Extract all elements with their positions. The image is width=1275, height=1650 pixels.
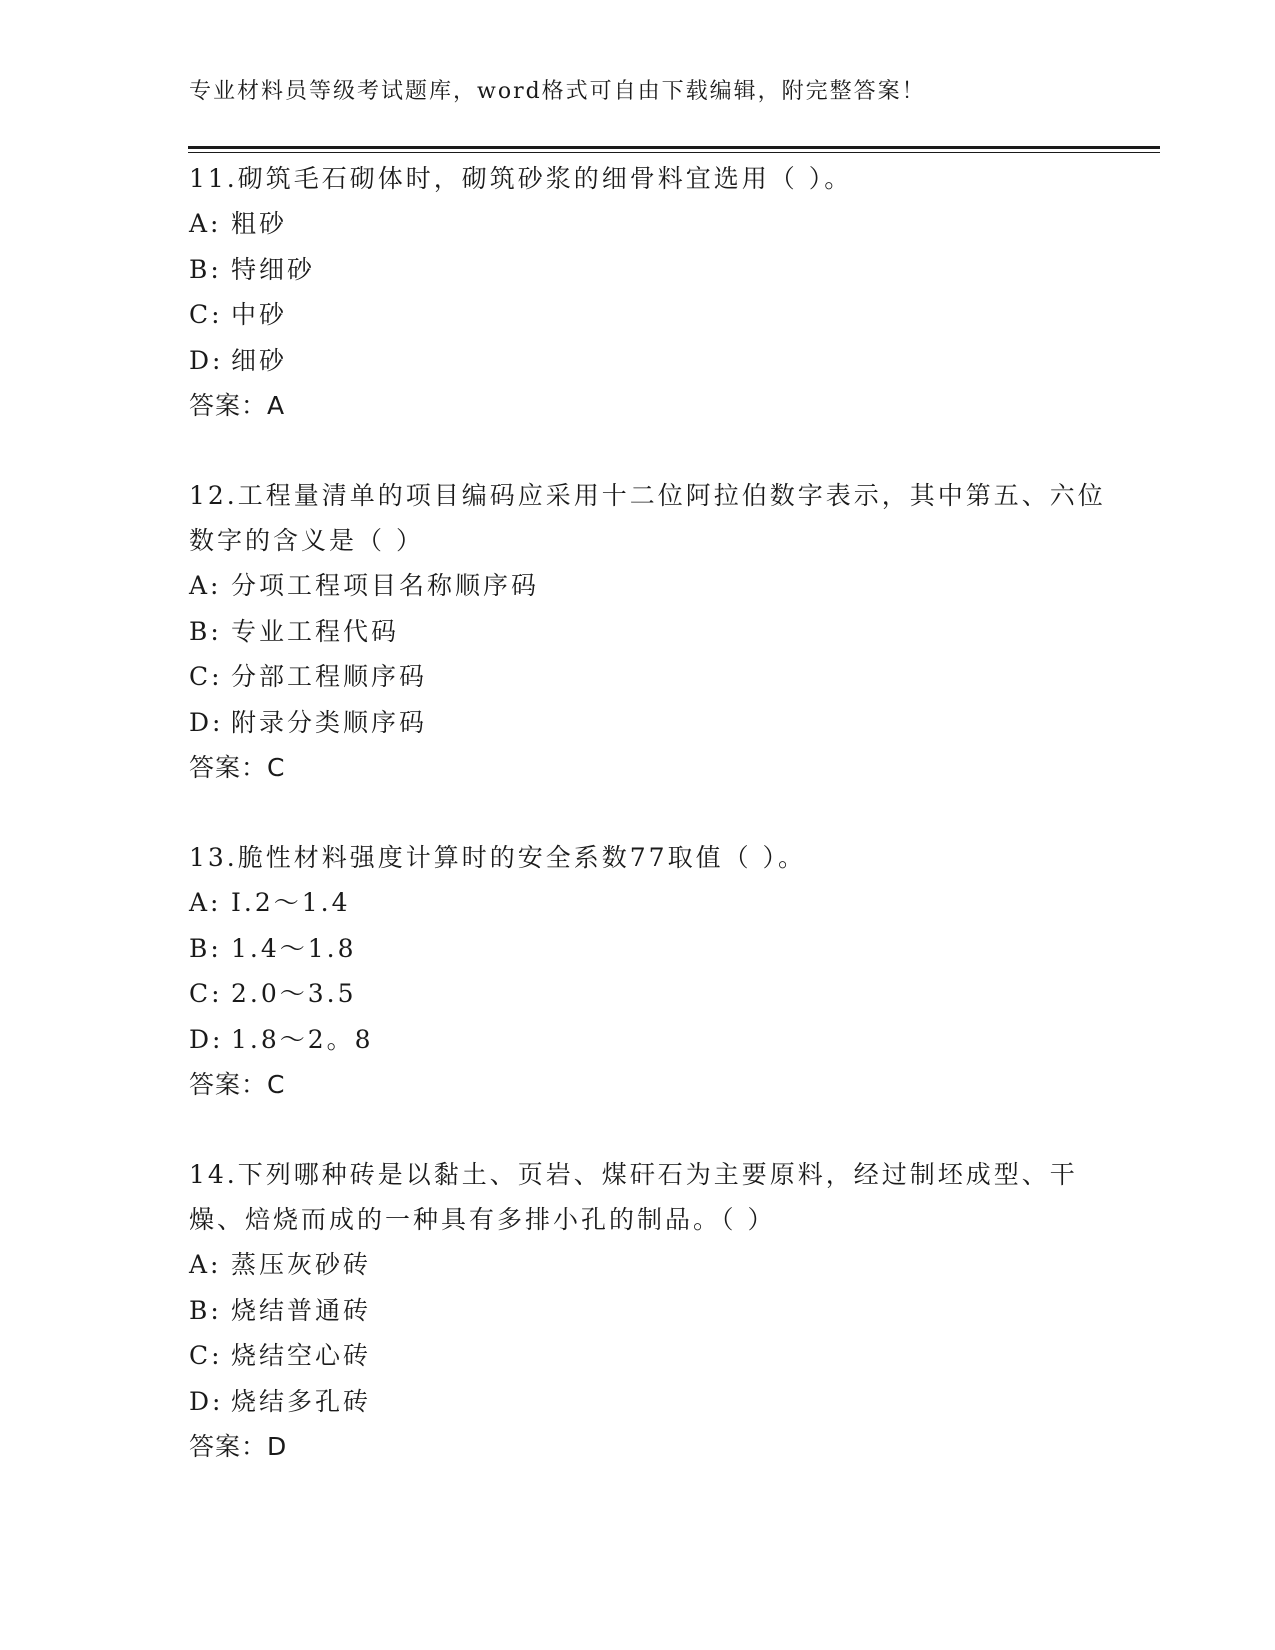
option-letter: C: xyxy=(189,979,223,1008)
question-stem: 12.工程量清单的项目编码应采用十二位阿拉伯数字表示，其中第五、六位数字的含义是（ ） xyxy=(189,481,1106,555)
option-letter: A: xyxy=(189,571,222,600)
question-14 xyxy=(189,1152,1119,1470)
option-text: 附录分类顺序码 xyxy=(231,707,428,737)
option-letter: B: xyxy=(189,933,222,963)
question-13 xyxy=(189,835,1119,1108)
option-b xyxy=(189,1288,1119,1334)
option-d xyxy=(189,1379,1119,1425)
option-text: 分项工程项目名称顺序码 xyxy=(231,571,540,600)
option-c xyxy=(189,1333,1119,1379)
question-list xyxy=(189,156,1119,1514)
option-d xyxy=(189,338,1119,384)
option-b xyxy=(189,926,1119,972)
option-a xyxy=(189,201,1119,247)
option-a xyxy=(189,563,1119,609)
option-d xyxy=(189,700,1119,746)
option-text: 细砂 xyxy=(231,345,288,375)
option-b xyxy=(189,247,1119,293)
answer-line: 答案：A xyxy=(189,391,286,420)
option-letter: B: xyxy=(189,616,222,646)
option-letter: D: xyxy=(189,1024,224,1054)
option-text: 2.0～3.5 xyxy=(231,979,357,1008)
question-stem: 14.下列哪种砖是以黏土、页岩、煤矸石为主要原料，经过制坯成型、干燥、焙烧而成的一种具有多排小孔的制品。（ ） xyxy=(189,1160,1078,1234)
option-c xyxy=(189,971,1119,1017)
option-letter: D: xyxy=(189,1386,224,1416)
option-letter: D: xyxy=(189,707,224,737)
answer-line: 答案：C xyxy=(189,753,286,782)
option-letter: B: xyxy=(189,1295,222,1325)
option-text: 特细砂 xyxy=(231,254,316,284)
option-letter: C: xyxy=(189,1341,223,1370)
option-text: 烧结普通砖 xyxy=(231,1295,372,1325)
option-c xyxy=(189,292,1119,338)
header-divider-thin xyxy=(188,152,1160,153)
option-text: 粗砂 xyxy=(231,209,288,238)
option-letter: A: xyxy=(189,209,222,238)
option-letter: D: xyxy=(189,345,224,375)
question-stem: 11.砌筑毛石砌体时，砌筑砂浆的细骨料宜选用（ ）。 xyxy=(189,164,853,193)
option-text: I.2～1.4 xyxy=(231,888,351,917)
option-a xyxy=(189,880,1119,926)
option-a xyxy=(189,1242,1119,1288)
question-11 xyxy=(189,156,1119,429)
page-header: 专业材料员等级考试题库，word格式可自由下载编辑，附完整答案！ xyxy=(189,79,926,104)
header-divider-thick xyxy=(188,146,1160,149)
option-letter: B: xyxy=(189,254,222,284)
option-text: 专业工程代码 xyxy=(231,616,400,646)
option-text: 烧结多孔砖 xyxy=(231,1386,372,1416)
option-letter: C: xyxy=(189,662,223,691)
option-b xyxy=(189,609,1119,655)
option-text: 分部工程顺序码 xyxy=(231,662,428,691)
option-letter: A: xyxy=(189,1250,222,1279)
option-text: 蒸压灰砂砖 xyxy=(231,1250,372,1279)
option-text: 1.8～2。8 xyxy=(231,1024,374,1054)
option-c xyxy=(189,654,1119,700)
option-d xyxy=(189,1017,1119,1063)
question-12 xyxy=(189,473,1119,791)
answer-line: 答案：D xyxy=(189,1432,288,1461)
option-text: 1.4～1.8 xyxy=(231,933,357,963)
option-text: 烧结空心砖 xyxy=(231,1341,372,1370)
option-text: 中砂 xyxy=(231,300,288,329)
option-letter: C: xyxy=(189,300,223,329)
question-stem: 13.脆性材料强度计算时的安全系数77取值（ ）。 xyxy=(189,843,807,872)
option-letter: A: xyxy=(189,888,222,917)
answer-line: 答案：C xyxy=(189,1070,286,1099)
